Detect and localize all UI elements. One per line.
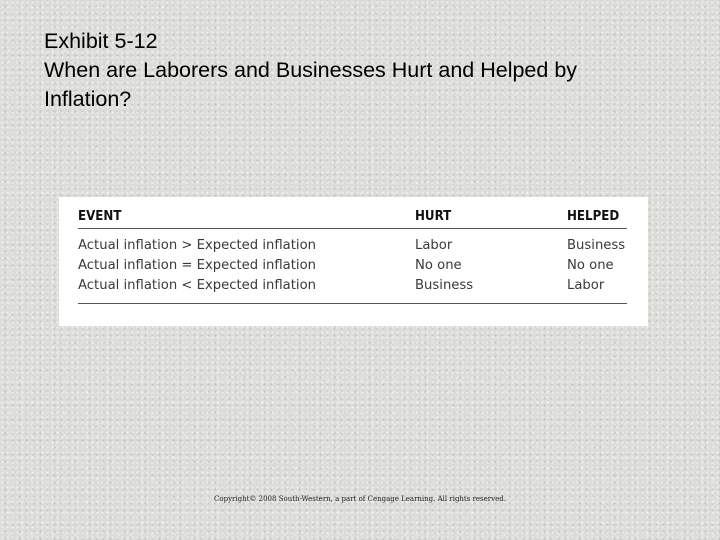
title-line-question-end: Inflation? bbox=[44, 87, 132, 111]
title-line-question: When are Laborers and Businesses Hurt and Helped by bbox=[44, 58, 578, 82]
cell-hurt: Labor bbox=[415, 237, 453, 253]
cell-helped: No one bbox=[567, 257, 614, 273]
header-event: EVENT bbox=[78, 206, 381, 229]
slide-title bbox=[44, 27, 704, 114]
table-row bbox=[78, 255, 627, 275]
cell-hurt: Business bbox=[415, 277, 474, 293]
table-row bbox=[78, 229, 627, 256]
table-header-row bbox=[78, 206, 627, 229]
title-line-exhibit: Exhibit 5-12 bbox=[44, 29, 158, 53]
table-row bbox=[78, 275, 627, 304]
header-hurt: HURT bbox=[415, 206, 552, 229]
cell-helped: Labor bbox=[567, 277, 605, 293]
copyright-notice: Copyright© 2008 South-Western, a part of Cengage Learning. All rights reserved. bbox=[214, 495, 506, 503]
header-helped: HELPED bbox=[567, 206, 621, 229]
cell-event: Actual inflation > Expected inflation bbox=[78, 237, 316, 253]
exhibit-table-panel bbox=[59, 197, 648, 326]
cell-event: Actual inflation = Expected inflation bbox=[78, 257, 316, 273]
bottom-rule bbox=[78, 304, 627, 305]
table-bottom-rule bbox=[78, 304, 627, 305]
cell-event: Actual inflation < Expected inflation bbox=[78, 277, 316, 293]
cell-helped: Business bbox=[567, 237, 626, 253]
cell-hurt: No one bbox=[415, 257, 462, 273]
inflation-table bbox=[78, 206, 627, 304]
